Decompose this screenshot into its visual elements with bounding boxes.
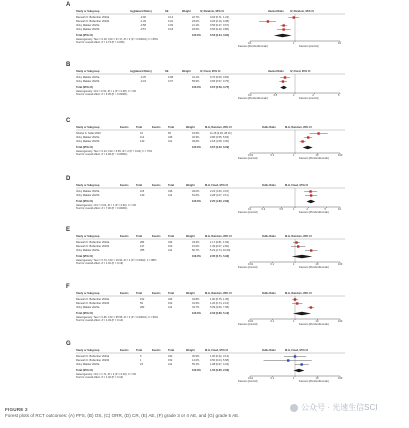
x-tick-label: 5: [324, 208, 326, 211]
x-tick-label: 0.5: [273, 94, 278, 97]
column-header: Total: [136, 126, 143, 129]
column-header: IV, Fixed, 95% CI: [200, 70, 221, 73]
forest-plot-svg: [0, 229, 409, 289]
column-header: Odds Ratio: [262, 235, 276, 238]
study-weight: 21.1%: [192, 24, 200, 27]
watermark-text: 公众号 · 光速生信SCI: [301, 403, 378, 412]
study-estimate: 112: [140, 136, 145, 139]
column-header: Total: [136, 349, 143, 352]
point-estimate-marker: [293, 16, 295, 18]
x-tick-label: 5: [338, 94, 340, 97]
point-estimate-marker: [300, 363, 302, 365]
column-header: Study or Subgroup: [76, 10, 100, 13]
study-weight: 31.5%: [192, 302, 200, 305]
column-header: Events: [120, 184, 129, 187]
study-estimate: -1.39: [140, 20, 146, 23]
favours-left-label: Favours [control]: [238, 211, 258, 214]
total-label: Total (95% CI): [76, 86, 93, 89]
study-ci: 1.00 [0.32, 3.13]: [210, 355, 229, 358]
total-label: Total (95% CI): [76, 255, 93, 258]
column-header: Weight: [186, 349, 195, 352]
heterogeneity-text: Heterogeneity: Chi² = 1.71, df = 2 (P = 0.43); I² = 0%: [76, 373, 137, 376]
column-header: Weight: [186, 292, 195, 295]
x-tick-label: 0.1: [248, 208, 252, 211]
overall-effect-text: Test for overall effect: Z = 2.73 (P = 0.006): [76, 41, 125, 44]
total-weight: 100.0%: [192, 312, 201, 315]
watermark: [290, 402, 377, 413]
study-weight: 33.7%: [192, 306, 200, 309]
x-tick-label: 10: [338, 208, 341, 211]
study-name: Vicky Makker 2023a: [76, 306, 100, 309]
x-tick-label: 0.01: [248, 377, 254, 380]
forest-plot-svg: [0, 286, 409, 346]
forest-plot-svg: [0, 4, 409, 64]
point-estimate-marker: [282, 80, 284, 82]
favours-left-label: Favours [control]: [238, 266, 258, 269]
forest-plot-svg: [0, 120, 409, 180]
total-weight: 100.0%: [192, 86, 201, 89]
x-tick-label: 2: [306, 208, 308, 211]
study-name: Ramesh K. Bollember 2023a: [76, 241, 110, 244]
column-header: IV, Fixed, 95% CI: [290, 70, 311, 73]
heterogeneity-text: Heterogeneity: Chi² = 0.51, df = 1 (P = 0.48); I² = 0%: [76, 90, 137, 93]
x-tick-label: 0.01: [248, 263, 254, 266]
total-label: Total (95% CI): [76, 200, 93, 203]
column-header: Total: [136, 235, 143, 238]
point-estimate-marker: [310, 249, 312, 251]
heterogeneity-text: Heterogeneity: Tau² = 0.66; Chi² = 55.55, df = 2 (P < 0.00001); I² = 96%: [76, 316, 158, 319]
study-name: Vicky Makker 2023b: [76, 80, 100, 83]
study-weight: 23.0%: [192, 20, 200, 23]
column-header: Weight: [186, 126, 195, 129]
favours-right-label: Favours [Pembrolizumab]: [299, 157, 329, 160]
x-tick-label: 1: [293, 320, 295, 323]
pooled-estimate-diamond: [280, 86, 287, 90]
total-ci: 1.50 [0.85, 2.63]: [210, 369, 230, 372]
favours-left-label: Favours [Pembrolizumab]: [238, 97, 268, 100]
study-ci: 1.26 [0.74, 2.16]: [210, 302, 229, 305]
study-estimate: 284: [140, 241, 145, 244]
point-estimate-marker: [295, 241, 297, 243]
heterogeneity-text: Heterogeneity: Chi² = 0.01, df = 1 (P = 0.92); I² = 0%: [76, 204, 137, 207]
wechat-icon: [290, 404, 298, 412]
column-header: Events: [152, 184, 161, 187]
column-header: Weight: [182, 10, 191, 13]
column-header: Odds Ratio: [262, 184, 276, 187]
study-weight: 51.0%: [192, 194, 200, 197]
study-name: Ramesh K. Bollember 2023a: [76, 16, 110, 19]
study-name: Ramesh K. Bollember 2023b: [76, 302, 110, 305]
x-tick-label: 0.1: [270, 320, 275, 323]
study-weight: 55.9%: [192, 80, 200, 83]
total-label: Total (95% CI): [76, 369, 93, 372]
column-header: M-H, Random, 95% CI: [285, 235, 312, 238]
point-estimate-marker: [317, 132, 319, 134]
favours-left-label: Favours [control]: [238, 157, 258, 160]
study-ci: 3.86 [2.55, 5.84]: [210, 136, 229, 139]
study-estimate: 152: [140, 298, 145, 301]
study-estimate: 115: [140, 190, 145, 193]
column-header: SE: [165, 10, 169, 13]
total-weight: 100.0%: [192, 255, 201, 258]
point-estimate-marker: [282, 28, 284, 30]
x-tick-label: 2: [312, 94, 314, 97]
panel-letter: F: [66, 284, 70, 290]
study-name: Vicky Makker 2023a: [76, 24, 100, 27]
study-name: Vicky Makker 2023b: [76, 194, 100, 197]
pooled-estimate-diamond: [293, 312, 311, 316]
column-header: Events: [152, 235, 161, 238]
study-se: 411: [168, 140, 173, 143]
study-ci: 11.15 [4.39, 28.31]: [210, 132, 232, 135]
column-header: Events: [120, 292, 129, 295]
study-estimate: -0.57: [140, 28, 146, 31]
study-weight: 34.8%: [192, 298, 200, 301]
study-name: Ramesh K. Bollember 2023a: [76, 298, 110, 301]
point-estimate-marker: [296, 302, 298, 304]
study-name: Shohei S. Sollei 2022: [76, 132, 101, 135]
column-header: Study or Subgroup: [76, 235, 100, 238]
overall-effect-text: Test for overall effect: Z = 1.40 (P = 0.16): [76, 376, 124, 379]
point-estimate-marker: [267, 20, 269, 22]
study-ci: 2.28 [1.67, 3.11]: [210, 194, 229, 197]
study-ci: 2.22 [1.60, 3.10]: [210, 190, 229, 193]
total-ci: 3.67 [2.20, 6.09]: [210, 146, 230, 149]
column-header: Total: [168, 235, 175, 238]
column-header: Total: [168, 184, 175, 187]
caption-text: Forest plots of RCT outcomes: (A) PFS, (B) OS, (C) ORR, (D) CR, (E) AE, (F) grade 3 or 4 AE, and (G) grade 5 AE.: [5, 413, 240, 418]
total-weight: 100.0%: [192, 146, 201, 149]
column-header: Study or Subgroup: [76, 349, 100, 352]
study-se: 342: [168, 355, 173, 358]
overall-effect-text: Test for overall effect: Z = 4.99 (P < 0.00001): [76, 153, 128, 156]
x-tick-label: 10: [315, 154, 319, 157]
favours-left-label: Favours [Pembrolizumab]: [238, 45, 268, 48]
study-estimate: -0.06: [140, 16, 146, 19]
study-se: 411: [168, 306, 173, 309]
study-weight: 39.6%: [192, 140, 200, 143]
x-tick-label: 100: [338, 154, 343, 157]
point-estimate-marker: [297, 245, 299, 247]
study-name: Vicky Makker 2023b: [76, 140, 100, 143]
point-estimate-marker: [309, 190, 311, 192]
study-se: 0.08: [168, 76, 174, 79]
x-tick-label: 0.2: [248, 94, 252, 97]
column-header: Total: [168, 349, 175, 352]
column-header: Weight: [182, 70, 191, 73]
total-weight: 100.0%: [192, 369, 201, 372]
study-se: 411: [168, 194, 173, 197]
x-tick-label: 100: [338, 320, 343, 323]
point-estimate-marker: [310, 194, 312, 196]
study-name: Vicky Makker 2023a: [76, 363, 100, 366]
study-weight: 50.7%: [192, 249, 200, 252]
x-tick-label: 0.1: [270, 263, 275, 266]
total-label: Total (95% CI): [76, 312, 93, 315]
x-tick-label: 10: [315, 320, 319, 323]
column-header: SE: [165, 70, 169, 73]
study-name: Vicky Makker 2023b: [76, 28, 100, 31]
column-header: Hazard Ratio: [268, 70, 284, 73]
column-header: M-H, Fixed, 95% CI: [205, 349, 229, 352]
column-header: Odds Ratio: [262, 292, 276, 295]
study-weight: 55.1%: [192, 363, 200, 366]
point-estimate-marker: [282, 24, 284, 26]
heterogeneity-text: Heterogeneity: Tau² = 0.19; Chi² = 27.17, df = 3 (P < 0.00001); I² = 89%: [76, 38, 158, 41]
column-header: M-H, Random, 95% CI: [285, 126, 312, 129]
study-ci: 1.98 [0.97, 4.04]: [210, 363, 229, 366]
total-weight: 100.0%: [192, 34, 201, 37]
column-header: IV, Random, 95% CI: [290, 10, 314, 13]
study-name: Vicky Makker 2023a: [76, 190, 100, 193]
forest-plot-svg: [0, 343, 409, 403]
x-tick-label: 1: [293, 208, 295, 211]
favours-right-label: Favours [control]: [299, 97, 319, 100]
point-estimate-marker: [310, 306, 312, 308]
study-estimate: 137: [140, 245, 145, 248]
study-se: 65: [168, 132, 171, 135]
column-header: Hazard Ratio: [268, 10, 284, 13]
column-header: M-H, Random, 95% CI: [285, 292, 312, 295]
study-ci: 0.56 [0.40, 0.80]: [210, 28, 229, 31]
favours-right-label: Favours [control]: [299, 45, 319, 48]
study-ci: 0.50 [0.04, 5.58]: [210, 359, 229, 362]
study-se: 152: [168, 359, 173, 362]
study-estimate: 23: [140, 363, 143, 366]
column-header: Total: [168, 126, 175, 129]
pooled-estimate-diamond: [303, 146, 313, 150]
column-header: IV, Random, 95% CI: [200, 10, 224, 13]
total-ci: 2.25 [1.80, 2.82]: [210, 200, 230, 203]
column-header: Study or Subgroup: [76, 292, 100, 295]
study-estimate: -0.43: [140, 80, 146, 83]
study-weight: 44.1%: [192, 76, 200, 79]
study-ci: 0.56 [0.47, 0.67]: [210, 24, 229, 27]
study-weight: 49.0%: [192, 190, 200, 193]
study-estimate: 16: [140, 132, 143, 135]
point-estimate-marker: [301, 140, 303, 142]
pooled-estimate-diamond: [292, 255, 313, 259]
x-tick-label: 1: [293, 377, 295, 380]
column-header: M-H, Fixed, 95% CI: [205, 184, 229, 187]
study-se: 342: [168, 241, 173, 244]
overall-effect-text: Test for overall effect: Z = 7.06 (P < 0.00001): [76, 207, 128, 210]
x-tick-label: 10: [315, 377, 319, 380]
study-se: 346: [168, 190, 173, 193]
total-ci: 0.53 [0.34, 0.84]: [210, 34, 230, 37]
study-name: Ramesh K. Bollember 2023a: [76, 355, 110, 358]
study-se: 0.22: [168, 20, 174, 23]
x-tick-label: 1: [293, 42, 295, 45]
study-se: 411: [168, 249, 173, 252]
column-header: Total: [136, 292, 143, 295]
x-tick-label: 0.01: [248, 320, 254, 323]
study-se: 342: [168, 298, 173, 301]
x-tick-label: 10: [315, 263, 319, 266]
panel-letter: B: [66, 62, 71, 68]
study-weight: 33.3%: [192, 241, 200, 244]
column-header: M-H, Random, 95% CI: [205, 292, 232, 295]
study-estimate: -0.58: [140, 24, 146, 27]
column-header: log[Hazard Ratio]: [130, 70, 152, 73]
study-ci: 1.39 [0.67, 2.90]: [210, 245, 229, 248]
x-tick-label: 1: [293, 263, 295, 266]
total-ci: 2.05 [0.71, 5.93]: [210, 255, 230, 258]
study-se: 0.07: [168, 80, 174, 83]
study-estimate: 140: [140, 140, 145, 143]
study-ci: 0.25 [0.16, 0.38]: [210, 20, 229, 23]
column-header: Events: [120, 349, 129, 352]
study-name: Vicky Makker 2023a: [76, 76, 100, 79]
column-header: log[Hazard Ratio]: [130, 10, 152, 13]
point-estimate-marker: [307, 136, 309, 138]
study-se: 152: [168, 302, 173, 305]
study-ci: 5.09 [3.66, 7.08]: [210, 306, 229, 309]
study-estimate: 1: [140, 359, 142, 362]
column-header: Events: [152, 349, 161, 352]
study-estimate: -0.35: [140, 76, 146, 79]
study-ci: 0.70 [0.59, 0.84]: [210, 76, 229, 79]
column-header: Odds Ratio: [262, 126, 276, 129]
favours-right-label: Favours [Pembrolizumab]: [299, 380, 329, 383]
column-header: M-H, Fixed, 95% CI: [285, 184, 309, 187]
study-name: Ramesh K. Bollember 2023b: [76, 20, 110, 23]
study-weight: 19.5%: [192, 132, 200, 135]
study-se: 0.18: [168, 28, 174, 31]
x-tick-label: 0.5: [279, 208, 284, 211]
study-ci: 2.18 [1.58, 3.00]: [210, 140, 229, 143]
total-weight: 100.0%: [192, 200, 201, 203]
study-ci: 0.65 [0.57, 0.75]: [210, 80, 229, 83]
study-weight: 18.6%: [192, 28, 200, 31]
favours-right-label: Favours [Pembrolizumab]: [299, 266, 329, 269]
panel-letter: A: [66, 2, 71, 8]
study-weight: 16.0%: [192, 245, 200, 248]
heterogeneity-text: Heterogeneity: Tau² = 0.14; Chi² = 6.65, df = 2 (P = 0.04); I² = 70%: [76, 150, 153, 153]
study-estimate: 282: [140, 306, 145, 309]
figure-caption: [5, 407, 305, 419]
panel-letter: G: [66, 341, 71, 347]
x-tick-label: 0.1: [248, 42, 252, 45]
study-name: Vicky Makker 2023a: [76, 136, 100, 139]
total-ci: 0.67 [0.59, 0.75]: [210, 86, 230, 89]
overall-effect-text: Test for overall effect: Z = 6.35 (P < 0.00001): [76, 93, 128, 96]
x-tick-label: 100: [338, 377, 343, 380]
study-ci: 1.17 [0.81, 1.69]: [210, 241, 229, 244]
total-label: Total (95% CI): [76, 34, 93, 37]
column-header: Events: [120, 235, 129, 238]
study-estimate: 140: [140, 194, 145, 197]
study-ci: 1.00 [0.75, 1.35]: [210, 298, 229, 301]
study-name: Vicky Makker 2023a: [76, 249, 100, 252]
overall-effect-text: Test for overall effect: Z = 1.49 (P = 0.14): [76, 319, 124, 322]
column-header: Events: [120, 126, 129, 129]
study-ci: 0.94 [0.71, 1.24]: [210, 16, 229, 19]
study-weight: 14.0%: [192, 359, 200, 362]
study-name: Ramesh K. Bollember 2023b: [76, 245, 110, 248]
column-header: Weight: [186, 184, 195, 187]
column-header: Study or Subgroup: [76, 70, 100, 73]
study-name: Ramesh K. Bollember 2023b: [76, 359, 110, 362]
caption-label: FIGURE 2: [5, 407, 28, 412]
heterogeneity-text: Heterogeneity: Tau² = 0.74; Chi² = 16.90, df = 2 (P = 0.0002); I² = 88%: [76, 259, 157, 262]
pooled-estimate-diamond: [306, 200, 315, 204]
column-header: M-H, Random, 95% CI: [205, 235, 232, 238]
x-tick-label: 1: [293, 94, 295, 97]
column-header: Total: [136, 184, 143, 187]
column-header: Odds Ratio: [262, 349, 276, 352]
study-estimate: 59: [140, 302, 143, 305]
total-label: Total (95% CI): [76, 146, 93, 149]
x-tick-label: 0.1: [270, 154, 275, 157]
study-se: 0.14: [168, 16, 174, 19]
point-estimate-marker: [284, 76, 286, 78]
x-tick-label: 0.2: [261, 208, 266, 211]
column-header: Events: [152, 126, 161, 129]
study-se: 152: [168, 245, 173, 248]
study-se: 346: [168, 136, 173, 139]
x-tick-label: 0.01: [248, 154, 254, 157]
panel-letter: C: [66, 118, 71, 124]
favours-right-label: Favours [Pembrolizumab]: [299, 323, 329, 326]
x-tick-label: 10: [338, 42, 341, 45]
overall-effect-text: Test for overall effect: Z = 1.32 (P = 0.19): [76, 262, 124, 265]
column-header: Events: [152, 292, 161, 295]
study-se: 0.09: [168, 24, 174, 27]
column-header: M-H, Random, 95% CI: [205, 126, 232, 129]
study-ci: 5.23 [2.74, 10.00]: [210, 249, 231, 252]
column-header: M-H, Fixed, 95% CI: [285, 349, 309, 352]
study-se: 411: [168, 363, 173, 366]
study-weight: 30.9%: [192, 355, 200, 358]
column-header: Study or Subgroup: [76, 184, 100, 187]
total-ci: 2.03 [0.80, 5.19]: [210, 312, 230, 315]
x-tick-label: 1: [293, 154, 295, 157]
forest-plot-svg: [0, 64, 409, 124]
favours-left-label: Favours [control]: [238, 380, 258, 383]
panel-letter: E: [66, 227, 71, 233]
panel-letter: D: [66, 176, 71, 182]
favours-right-label: Favours [Pembrolizumab]: [299, 211, 329, 214]
study-weight: 22.7%: [192, 16, 200, 19]
study-estimate: 355: [140, 249, 145, 252]
column-header: Weight: [186, 235, 195, 238]
column-header: Total: [168, 292, 175, 295]
point-estimate-marker: [287, 359, 289, 361]
study-estimate: 6: [140, 355, 142, 358]
study-weight: 40.9%: [192, 136, 200, 139]
pooled-estimate-diamond: [274, 34, 292, 38]
favours-left-label: Favours [control]: [238, 323, 258, 326]
x-tick-label: 100: [338, 263, 343, 266]
x-tick-label: 0.1: [270, 377, 275, 380]
column-header: Study or Subgroup: [76, 126, 100, 129]
